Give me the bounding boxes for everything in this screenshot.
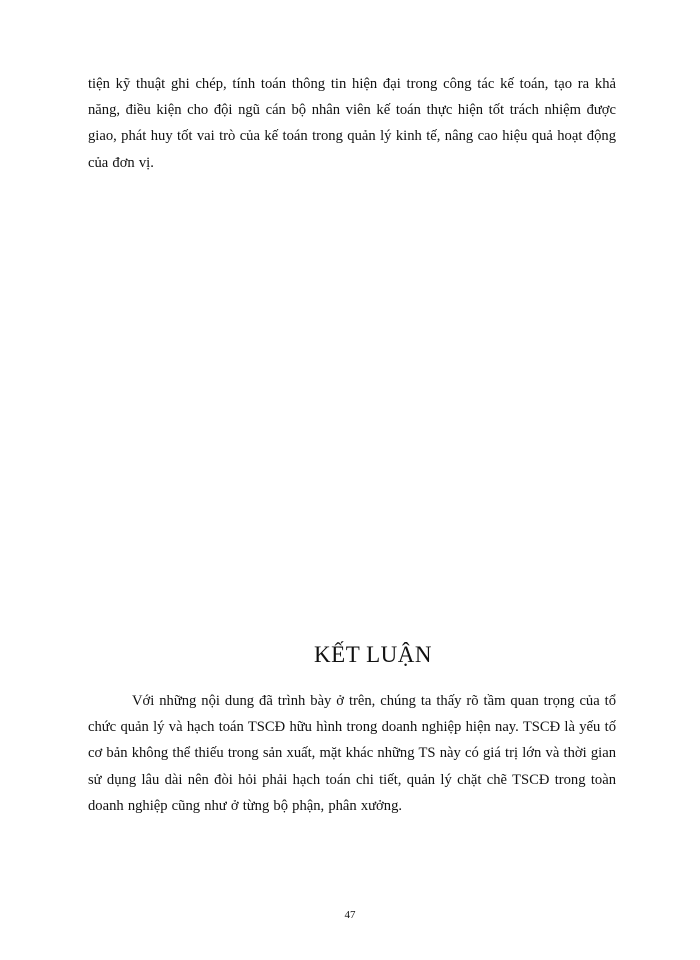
conclusion-paragraph: Với những nội dung đã trình bày ở trên, chúng ta thấy rõ tầm quan trọng của tổ chức quản lý và hạch toán TSCĐ hữu hình trong doanh nghiệp hiện nay. TSCĐ là yếu tố cơ bản không thể thiếu trong sản xuất, mặt khác những TS này có giá trị lớn và thời gian sử dụng lâu dài nên đòi hỏi phải hạch toán chi tiết, quản lý chặt chẽ TSCĐ trong toàn doanh nghiệp cũng như ở từng bộ phận, phân xưởng. bbox=[88, 693, 616, 814]
section-heading: KẾT LUẬN bbox=[314, 642, 432, 667]
page-number: 47 bbox=[344, 909, 356, 921]
body-paragraph: tiện kỹ thuật ghi chép, tính toán thông tin hiện đại trong công tác kế toán, tạo ra khả năng, điều kiện cho đội ngũ cán bộ nhân viên kế toán thực hiện tốt trách nhiệm được giao, phát huy tốt vai trò của kế toán trong quản lý kinh tế, nâng cao hiệu quả hoạt động của đơn vị. bbox=[88, 76, 616, 171]
